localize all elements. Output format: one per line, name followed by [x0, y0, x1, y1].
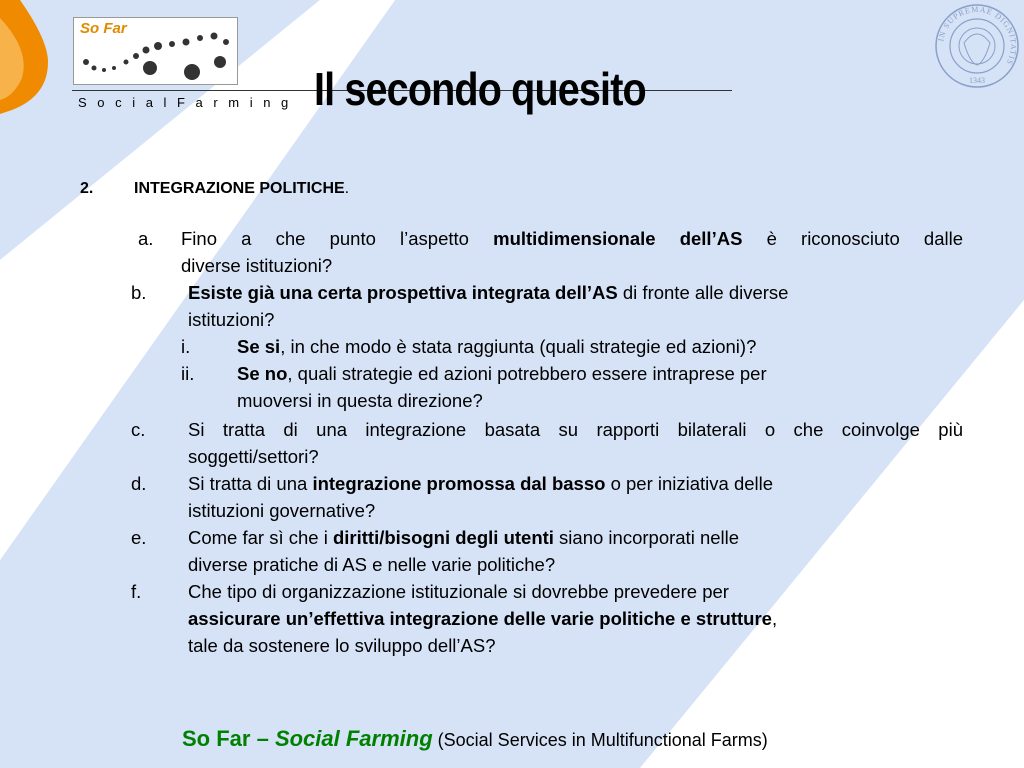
item-a-line2: diverse istituzioni?: [181, 255, 333, 276]
item-e-text-post: siano incorporati nelle: [553, 527, 740, 548]
footer-brand: So Far: [182, 726, 251, 751]
item-f-line2: [188, 607, 777, 631]
item-f-marker: f.: [131, 581, 142, 602]
page-title: Il secondo quesito: [314, 63, 646, 115]
item-c-line2: soggetti/settori?: [188, 446, 319, 467]
item-d-text: Si tratta di una: [188, 473, 313, 494]
item-b-i-marker: i.: [181, 336, 191, 357]
footer-name: Social Farming: [274, 726, 433, 751]
item-b-ii-line1: [237, 362, 767, 386]
item-e-text: Come far sì che i: [188, 527, 333, 548]
svg-text:IN SUPREMAE DIGNITATIS: [936, 5, 1018, 67]
section-heading-text: INTEGRAZIONE POLITICHE: [134, 180, 345, 197]
item-f-line1: Che tipo di organizzazione istituzionale si dovrebbe prevedere per: [188, 581, 729, 602]
seal-year: 1343: [969, 76, 985, 85]
item-b-ii-bold: Se no: [237, 363, 288, 384]
logo-dots-icon: [74, 18, 239, 86]
item-a-marker: a.: [138, 228, 154, 249]
footer-subtitle: Social Services in Multifunctional Farms: [443, 730, 762, 750]
item-b-marker: b.: [131, 282, 147, 303]
item-b-line1: [188, 281, 788, 305]
item-c-line1: Si tratta di una integrazione basata su rapporti bilaterali o che coinvolge più: [188, 419, 963, 440]
footer-dash: –: [250, 726, 275, 751]
item-b-ii-text: , quali strategie ed azioni potrebbero essere intraprese per: [287, 363, 767, 384]
section-heading-suffix: .: [344, 180, 350, 197]
tagline: SocialFarming: [78, 95, 299, 110]
item-b-text-post: di fronte alle diverse: [617, 282, 789, 303]
item-a-text: Fino a che punto l’aspetto: [181, 228, 494, 249]
item-f-bold: assicurare un’effettiva integrazione delle varie politiche e strutture: [188, 608, 772, 629]
item-b-i-bold: Se si: [237, 336, 281, 357]
section-number: 2.: [80, 180, 94, 197]
item-b-i-line1: [237, 335, 756, 359]
so-far-logo: [73, 17, 238, 85]
item-e-line1: [188, 526, 739, 550]
logo-text: So Far: [80, 20, 127, 37]
item-f-line3: tale da sostenere lo sviluppo dell’AS?: [188, 635, 496, 656]
item-e-marker: e.: [131, 527, 147, 548]
item-b-bold: Esiste già una certa prospettiva integrata dell’AS: [188, 282, 618, 303]
item-b-i-text: , in che modo è stata raggiunta (quali strategie ed azioni)?: [280, 336, 757, 357]
item-a-text-post: è riconosciuto dalle: [742, 228, 963, 249]
item-d-marker: d.: [131, 473, 147, 494]
item-d-text-post: o per iniziativa delle: [605, 473, 774, 494]
footer: [182, 726, 768, 752]
university-seal-icon: [934, 3, 1020, 89]
item-d-line2: istituzioni governative?: [188, 500, 376, 521]
footer-paren-open: (: [432, 730, 444, 750]
item-b-line2: istituzioni?: [188, 309, 275, 330]
seal-text: IN SUPREMAE DIGNITATIS: [936, 4, 1019, 67]
item-f-text-post: ,: [771, 608, 778, 629]
item-d-bold: integrazione promossa dal basso: [312, 473, 606, 494]
section-heading: [134, 177, 349, 201]
footer-paren-close: ): [761, 730, 768, 750]
item-d-line1: [188, 472, 773, 496]
item-e-bold: diritti/bisogni degli utenti: [332, 527, 554, 548]
item-a-line1: [181, 227, 963, 251]
item-b-ii-line2: muoversi in questa direzione?: [237, 390, 483, 411]
item-e-line2: diverse pratiche di AS e nelle varie politiche?: [188, 554, 556, 575]
item-c-marker: c.: [131, 419, 146, 440]
item-a-bold: multidimensionale dell’AS: [493, 228, 743, 249]
item-b-ii-marker: ii.: [181, 363, 195, 384]
